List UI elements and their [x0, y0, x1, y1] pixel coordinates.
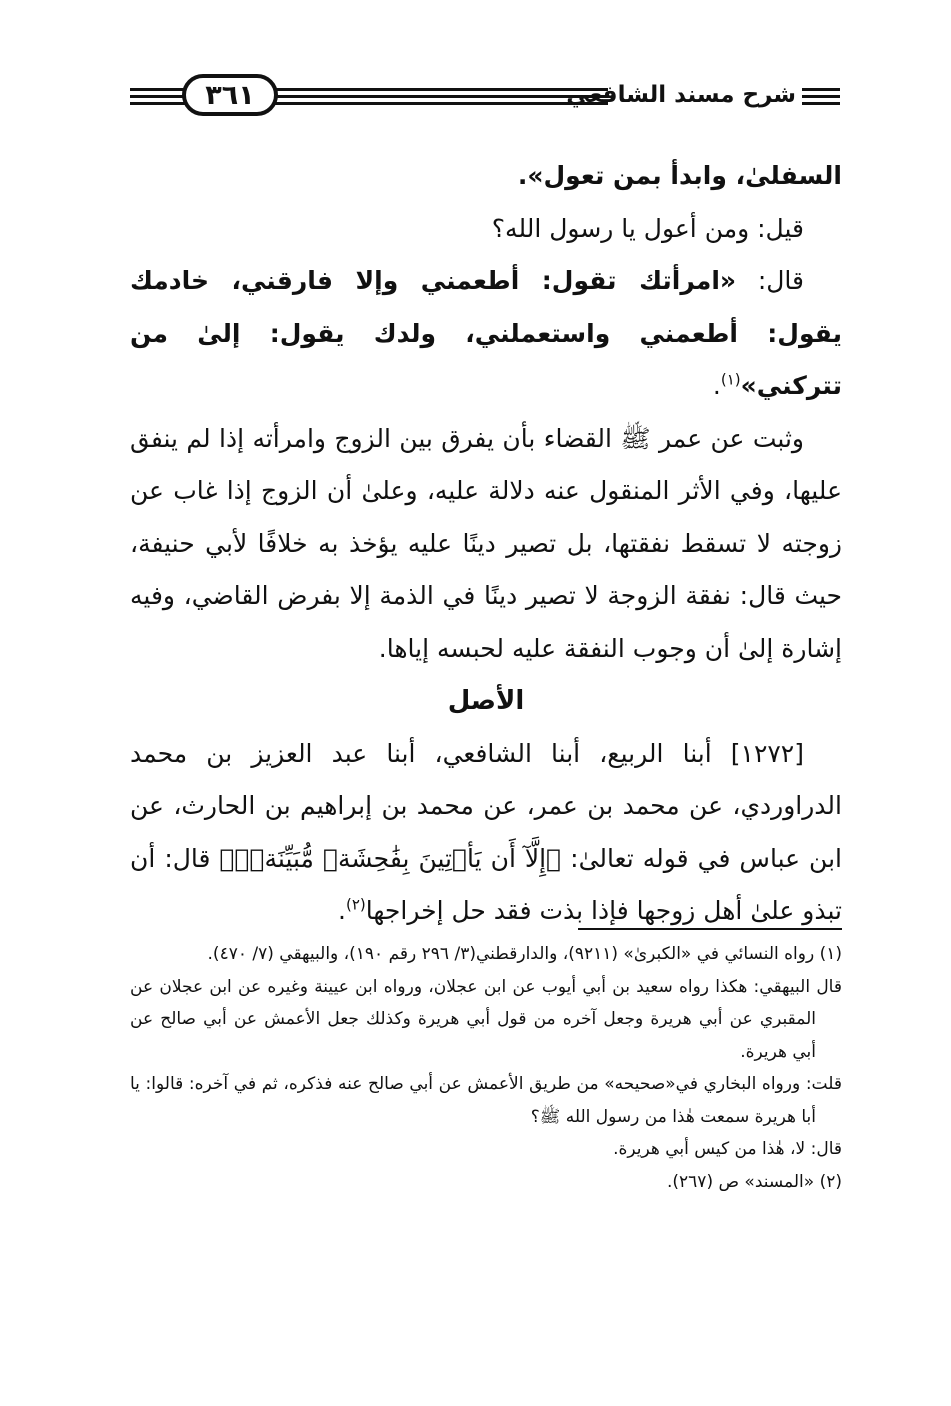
- header-rule: [130, 88, 186, 91]
- paragraph: السفلىٰ، وابدأ بمن تعول».: [517, 161, 842, 190]
- section-heading: الأصل: [447, 686, 525, 716]
- header-rule: [802, 102, 840, 105]
- footnote: (٢) «المسند» ص (٢٦٧).: [666, 1171, 842, 1192]
- paragraph: [130, 728, 842, 938]
- header-rule: [274, 95, 608, 98]
- page-number: ٣٦١: [205, 79, 255, 111]
- footnote: (١) رواه النسائي في «الكبرىٰ» (٩٢١١)، والدارقطني(٣/ ٢٩٦ رقم ١٩٠)، والبيهقي (٧/ ٤٧٠).: [207, 944, 842, 964]
- footnote: قال البيهقي: هكذا رواه سعيد بن أبي أيوب عن ابن عجلان، ورواه ابن عيينة وغيره عن ابن عجلان عن المقبري عن أبي هريرة وجعل آخره من قول أبي هريرة وكذلك جعل الأعمش عن أبي صالح عن أبي هريرة.: [130, 976, 842, 1062]
- header-rule: [130, 102, 186, 105]
- paragraph-end: .: [712, 371, 721, 400]
- footnotes: [130, 938, 842, 1198]
- footnote-ref: (١): [720, 370, 741, 389]
- narration-text: [١٢٧٢] أبنا الربيع، أبنا الشافعي، أبنا عبد العزيز بن محمد الدراوردي، عن محمد بن عمر، عن محمد بن إبراهيم بن الحارث، عن ابن عباس في قوله تعالىٰ: ﴿إِلَّآ أَن يَأۡتِينَ بِفَٰحِشَةٖ مُّبَيِّنَةٖۚ﴾ قال: أن تبذو علىٰ أهل زوجها فإذا بذت فقد حل إخراجها: [130, 738, 842, 925]
- book-title: شرح مسند الشافعي: [566, 82, 796, 108]
- main-text: [130, 150, 842, 938]
- paragraph-end: .: [338, 896, 346, 925]
- header-rule: [274, 88, 608, 91]
- header-rule: [802, 95, 840, 98]
- running-header: [130, 70, 840, 120]
- paragraph: وثبت عن عمر ﷺ القضاء بأن يفرق بين الزوج وامرأته إذا لم ينفق عليها، وفي الأثر المنقول عنه دلالة عليه، وعلىٰ أن الزوج إذا غاب عن زوجته لا تسقط نفقتها، بل تصير دينًا عليه يؤخذ به خلافًا لأبي حنيفة، حيث قال: نفقة الزوجة لا تصير دينًا في الذمة إلا بفرض القاضي، وفيه إشارة إلىٰ أن وجوب النفقة عليه لحبسه إياها.: [130, 423, 842, 663]
- paragraph: قيل: ومن أعول يا رسول الله؟: [491, 213, 804, 243]
- page-number-frame: [182, 74, 278, 116]
- footnote-ref: (٢): [346, 895, 366, 914]
- footnote: قال: لا، هٰذا من كيس أبي هريرة.: [613, 1139, 842, 1159]
- footnote-separator: [578, 928, 842, 930]
- hadith-quote: «امرأتك تقول: أطعمني وإلا فارقني، خادمك يقول: أطعمني واستعملني، ولدك يقول: إلىٰ من تتركني»: [130, 266, 842, 400]
- header-rule: [130, 95, 186, 98]
- footnote: قلت: ورواه البخاري في«صحيحه» من طريق الأعمش عن أبي صالح عنه فذكره، ثم في آخره: قالوا: يا أبا هريرة سمعت هٰذا من رسول الله ﷺ؟: [130, 1074, 842, 1127]
- header-rule: [274, 102, 608, 105]
- header-rule: [802, 88, 840, 91]
- paragraph-lead: قال:: [736, 266, 804, 295]
- paragraph: [130, 255, 842, 413]
